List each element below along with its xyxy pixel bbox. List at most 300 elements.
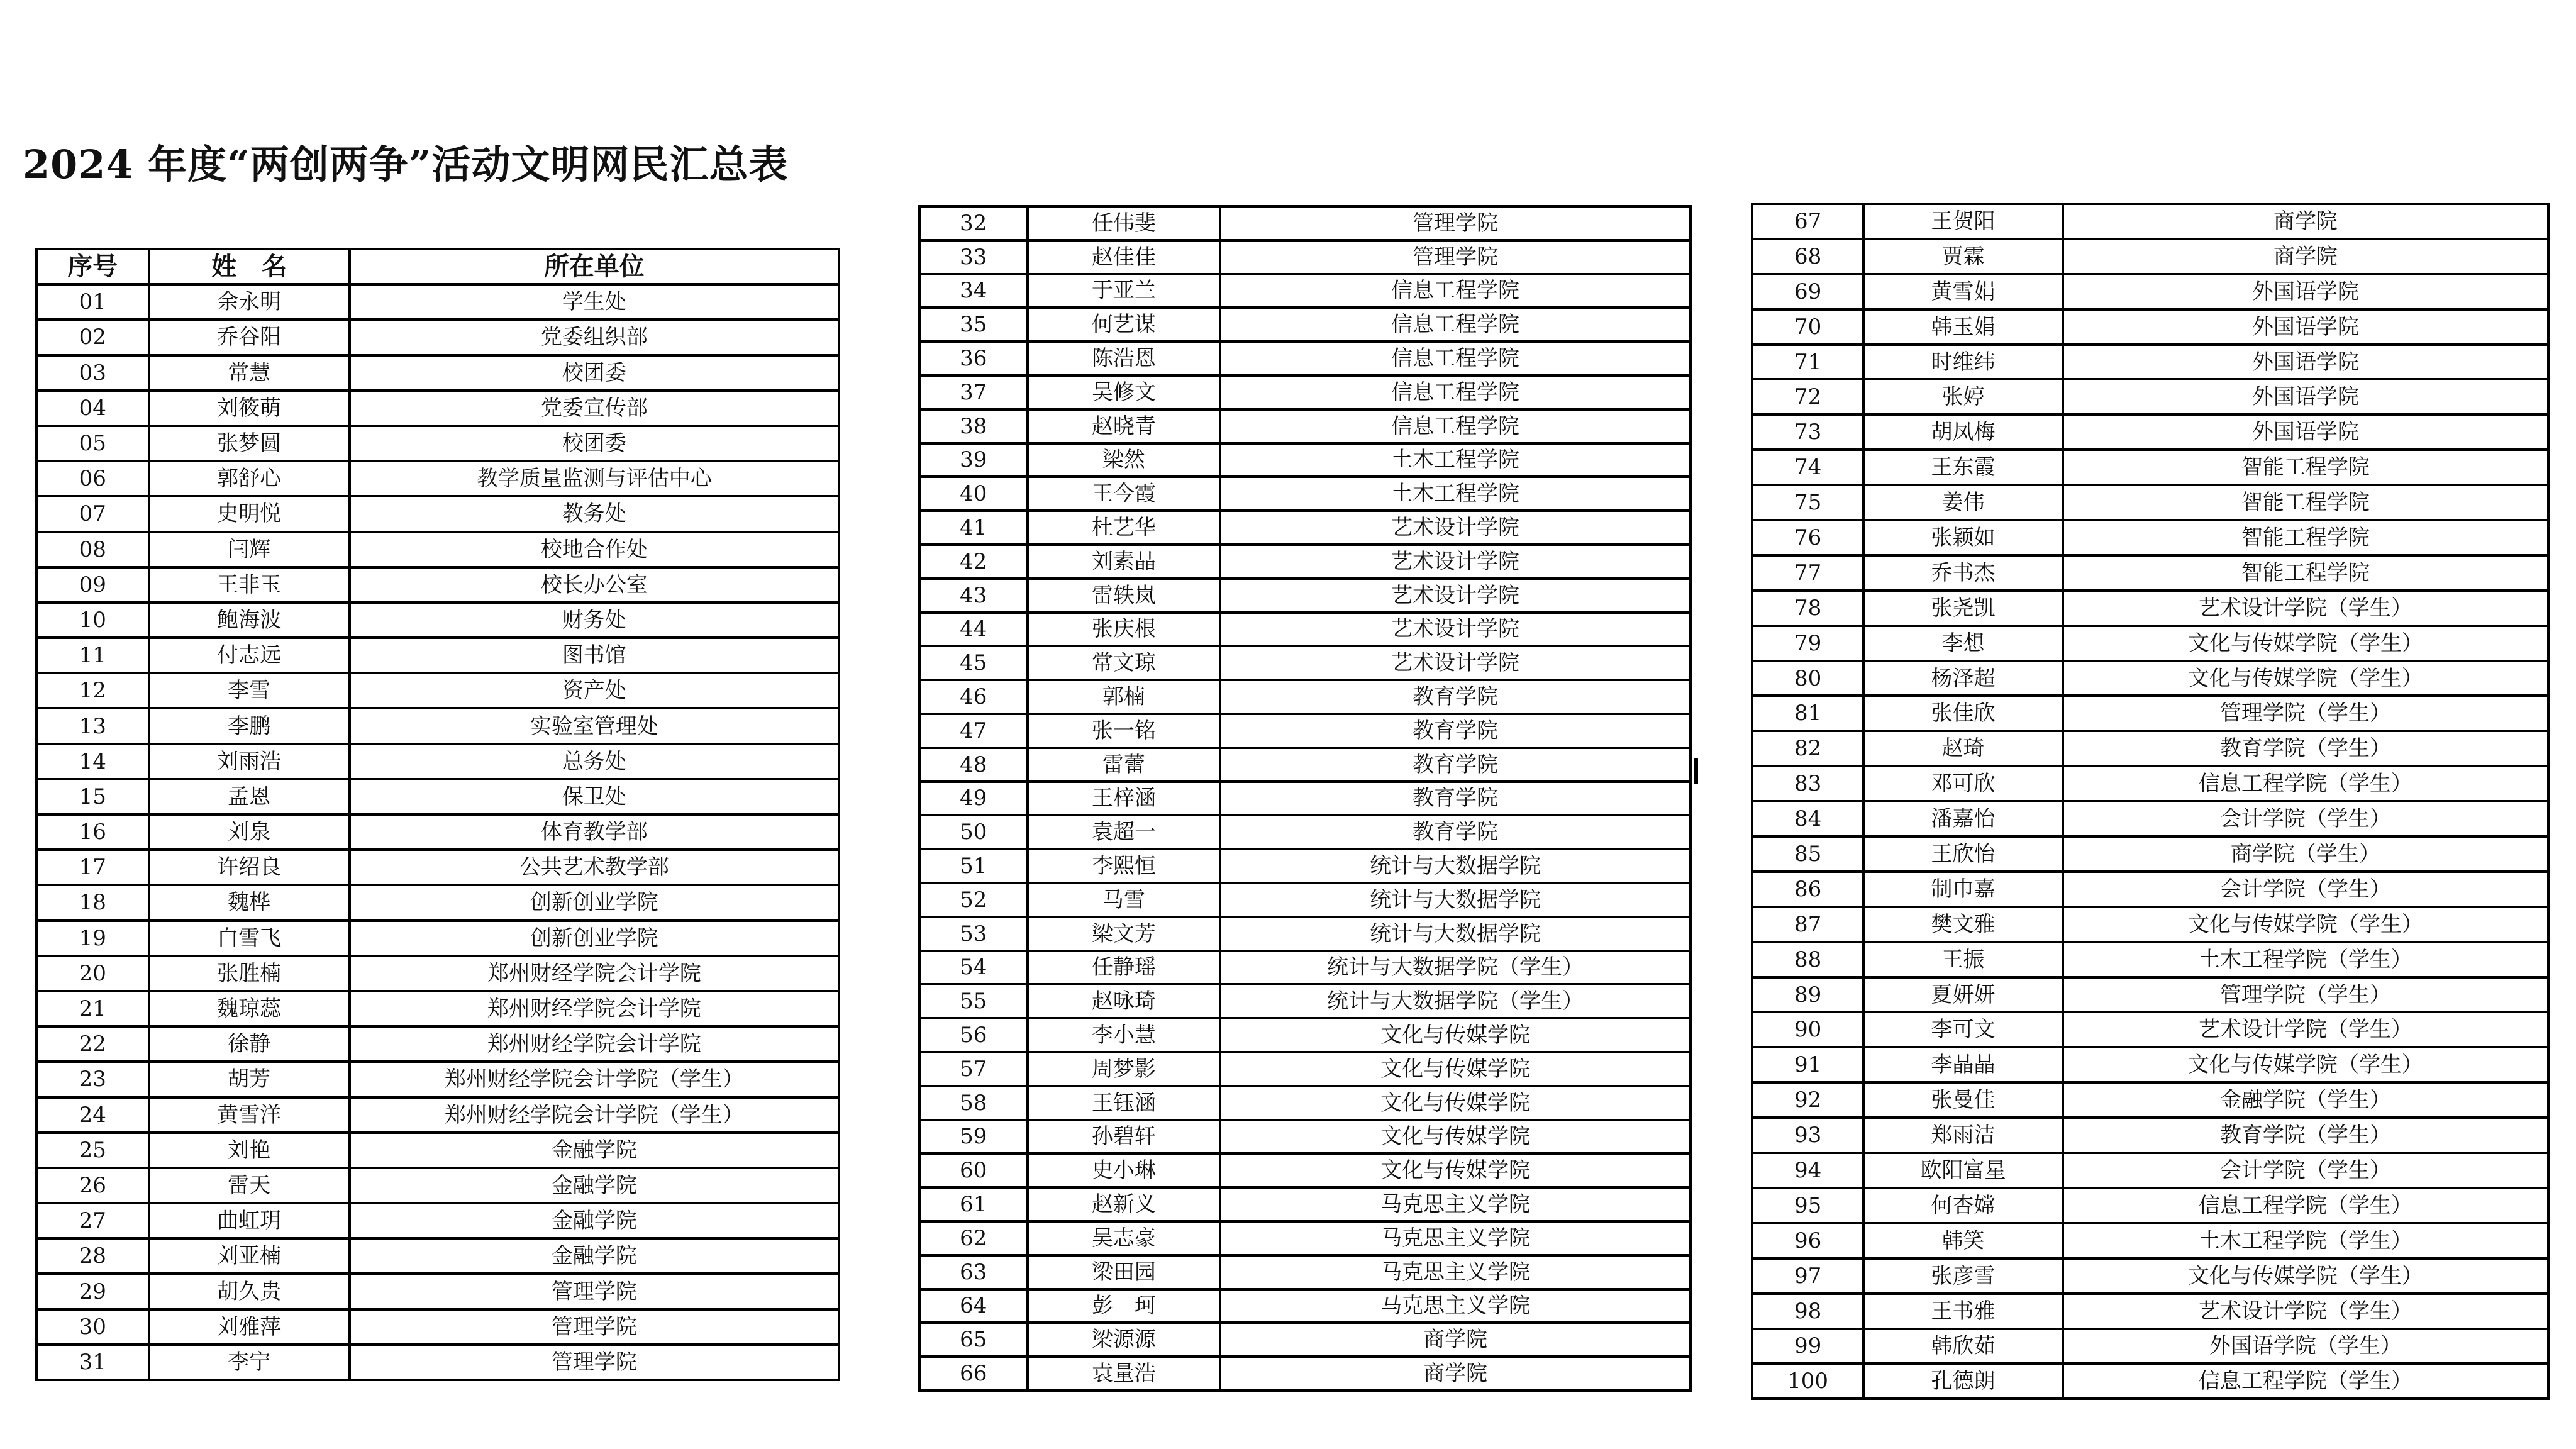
serial-number-cell: 68 <box>1752 239 1863 274</box>
name-cell: 夏妍妍 <box>1863 977 2063 1013</box>
name-cell: 李可文 <box>1863 1012 2063 1047</box>
unit-cell: 管理学院（学生） <box>2063 977 2548 1013</box>
unit-cell: 文化与传媒学院（学生） <box>2063 1258 2548 1294</box>
serial-number-cell: 47 <box>919 714 1028 748</box>
table-row <box>36 1203 839 1238</box>
table-row <box>1752 977 2548 1013</box>
name-cell: 孟恩 <box>149 779 350 814</box>
table-row <box>919 477 1690 511</box>
serial-number-cell: 34 <box>919 274 1028 308</box>
serial-number-cell: 51 <box>919 849 1028 883</box>
name-cell: 刘素晶 <box>1028 545 1221 579</box>
unit-cell: 文化与传媒学院 <box>1220 1052 1690 1086</box>
name-cell: 史小琳 <box>1028 1153 1221 1187</box>
table-row <box>1752 555 2548 591</box>
table-row <box>1752 1012 2548 1047</box>
unit-cell: 郑州财经学院会计学院（学生） <box>350 1062 839 1097</box>
table-row <box>919 1187 1690 1221</box>
serial-number-cell: 59 <box>919 1120 1028 1154</box>
serial-number-cell: 87 <box>1752 907 1863 942</box>
table-row <box>1752 1329 2548 1364</box>
name-cell: 雷蕾 <box>1028 748 1221 782</box>
name-cell: 何杏嫦 <box>1863 1188 2063 1223</box>
serial-number-cell: 83 <box>1752 766 1863 801</box>
unit-cell: 信息工程学院 <box>1220 274 1690 308</box>
serial-number-cell: 60 <box>919 1153 1028 1187</box>
name-cell: 马雪 <box>1028 883 1221 917</box>
header-name: 姓 名 <box>149 249 350 284</box>
page-edge-marker <box>1694 758 1698 784</box>
serial-number-cell: 44 <box>919 613 1028 647</box>
unit-cell: 艺术设计学院 <box>1220 613 1690 647</box>
name-cell: 刘筱萌 <box>149 391 350 426</box>
unit-cell: 党委宣传部 <box>350 391 839 426</box>
serial-number-cell: 98 <box>1752 1294 1863 1329</box>
table-row <box>919 308 1690 341</box>
name-cell: 梁然 <box>1028 443 1221 477</box>
name-cell: 刘雅萍 <box>149 1309 350 1345</box>
table-row <box>36 1133 839 1168</box>
table-row <box>36 673 839 708</box>
serial-number-cell: 84 <box>1752 801 1863 836</box>
table-row <box>919 409 1690 443</box>
serial-number-cell: 58 <box>919 1086 1028 1120</box>
serial-number-cell: 92 <box>1752 1082 1863 1118</box>
name-cell: 孙碧轩 <box>1028 1120 1221 1154</box>
table-row <box>36 921 839 956</box>
table-row <box>1752 661 2548 696</box>
table-row <box>919 274 1690 308</box>
name-cell: 刘艳 <box>149 1133 350 1168</box>
unit-cell: 商学院 <box>2063 204 2548 239</box>
unit-cell: 郑州财经学院会计学院 <box>350 991 839 1026</box>
unit-cell: 文化与传媒学院 <box>1220 1120 1690 1154</box>
serial-number-cell: 85 <box>1752 836 1863 872</box>
name-cell: 周梦影 <box>1028 1052 1221 1086</box>
table-row <box>1752 591 2548 626</box>
unit-cell: 财务处 <box>350 602 839 638</box>
serial-number-cell: 16 <box>36 814 149 850</box>
unit-cell: 会计学院（学生） <box>2063 872 2548 907</box>
serial-number-cell: 65 <box>919 1323 1028 1357</box>
roster-table-part-1 <box>35 248 840 1381</box>
serial-number-cell: 61 <box>919 1187 1028 1221</box>
unit-cell: 艺术设计学院（学生） <box>2063 591 2548 626</box>
table-row <box>1752 696 2548 731</box>
unit-cell: 校团委 <box>350 426 839 461</box>
table-row <box>36 1168 839 1203</box>
serial-number-cell: 75 <box>1752 485 1863 520</box>
serial-number-cell: 15 <box>36 779 149 814</box>
table-row <box>919 849 1690 883</box>
serial-number-cell: 39 <box>919 443 1028 477</box>
name-cell: 欧阳富星 <box>1863 1153 2063 1188</box>
serial-number-cell: 93 <box>1752 1118 1863 1153</box>
name-cell: 赵新义 <box>1028 1187 1221 1221</box>
table-row <box>36 708 839 743</box>
serial-number-cell: 35 <box>919 308 1028 341</box>
table-row <box>1752 1118 2548 1153</box>
serial-number-cell: 31 <box>36 1345 149 1380</box>
name-cell: 张尧凯 <box>1863 591 2063 626</box>
serial-number-cell: 28 <box>36 1238 149 1274</box>
serial-number-cell: 33 <box>919 240 1028 274</box>
serial-number-cell: 81 <box>1752 696 1863 731</box>
table-row <box>36 1274 839 1309</box>
name-cell: 王钰涵 <box>1028 1086 1221 1120</box>
serial-number-cell: 23 <box>36 1062 149 1097</box>
serial-number-cell: 63 <box>919 1255 1028 1289</box>
unit-cell: 党委组织部 <box>350 319 839 355</box>
unit-cell: 文化与传媒学院（学生） <box>2063 907 2548 942</box>
table-row <box>1752 1153 2548 1188</box>
name-cell: 张颖如 <box>1863 520 2063 555</box>
serial-number-cell: 03 <box>36 355 149 391</box>
name-cell: 梁田园 <box>1028 1255 1221 1289</box>
name-cell: 郭楠 <box>1028 680 1221 714</box>
unit-cell: 金融学院 <box>350 1168 839 1203</box>
name-cell: 郭舒心 <box>149 461 350 496</box>
name-cell: 李想 <box>1863 626 2063 661</box>
unit-cell: 实验室管理处 <box>350 708 839 743</box>
name-cell: 陈浩恩 <box>1028 341 1221 375</box>
unit-cell: 马克思主义学院 <box>1220 1187 1690 1221</box>
serial-number-cell: 07 <box>36 496 149 531</box>
name-cell: 赵晓青 <box>1028 409 1221 443</box>
serial-number-cell: 66 <box>919 1357 1028 1391</box>
unit-cell: 外国语学院 <box>2063 379 2548 414</box>
name-cell: 张一铭 <box>1028 714 1221 748</box>
name-cell: 孔德朗 <box>1863 1363 2063 1399</box>
name-cell: 韩欣茹 <box>1863 1329 2063 1364</box>
table-row <box>919 1221 1690 1255</box>
name-cell: 魏桦 <box>149 885 350 920</box>
name-cell: 王欣怡 <box>1863 836 2063 872</box>
serial-number-cell: 62 <box>919 1221 1028 1255</box>
table-row <box>36 1345 839 1380</box>
serial-number-cell: 53 <box>919 917 1028 951</box>
name-cell: 梁源源 <box>1028 1323 1221 1357</box>
unit-cell: 创新创业学院 <box>350 885 839 920</box>
serial-number-cell: 40 <box>919 477 1028 511</box>
table-row <box>1752 836 2548 872</box>
table-row <box>36 461 839 496</box>
unit-cell: 教育学院 <box>1220 748 1690 782</box>
name-cell: 徐静 <box>149 1026 350 1062</box>
serial-number-cell: 20 <box>36 956 149 991</box>
name-cell: 雷轶岚 <box>1028 579 1221 613</box>
table-row <box>919 341 1690 375</box>
table-row <box>919 240 1690 274</box>
unit-cell: 商学院 <box>1220 1323 1690 1357</box>
unit-cell: 会计学院（学生） <box>2063 801 2548 836</box>
name-cell: 胡久贵 <box>149 1274 350 1309</box>
unit-cell: 公共艺术教学部 <box>350 850 839 885</box>
table-row <box>919 545 1690 579</box>
unit-cell: 文化与传媒学院 <box>1220 1018 1690 1052</box>
table-row <box>1752 520 2548 555</box>
name-cell: 李雪 <box>149 673 350 708</box>
name-cell: 赵琦 <box>1863 731 2063 766</box>
table-row <box>1752 626 2548 661</box>
header-serial-number: 序号 <box>36 249 149 284</box>
table-row <box>36 1309 839 1345</box>
name-cell: 张曼佳 <box>1863 1082 2063 1118</box>
table-row <box>919 714 1690 748</box>
unit-cell: 教学质量监测与评估中心 <box>350 461 839 496</box>
serial-number-cell: 56 <box>919 1018 1028 1052</box>
table-row <box>919 1120 1690 1154</box>
unit-cell: 金融学院 <box>350 1133 839 1168</box>
table-row <box>36 355 839 391</box>
table-row <box>919 951 1690 985</box>
name-cell: 李晶晶 <box>1863 1047 2063 1082</box>
serial-number-cell: 86 <box>1752 872 1863 907</box>
name-cell: 王梓涵 <box>1028 782 1221 816</box>
unit-cell: 信息工程学院 <box>1220 308 1690 341</box>
serial-number-cell: 38 <box>919 409 1028 443</box>
serial-number-cell: 04 <box>36 391 149 426</box>
table-row <box>1752 414 2548 450</box>
unit-cell: 校地合作处 <box>350 532 839 567</box>
table-row <box>1752 801 2548 836</box>
unit-cell: 教育学院（学生） <box>2063 1118 2548 1153</box>
serial-number-cell: 50 <box>919 815 1028 849</box>
serial-number-cell: 99 <box>1752 1329 1863 1364</box>
unit-cell: 金融学院（学生） <box>2063 1082 2548 1118</box>
table-row <box>36 991 839 1026</box>
table-row <box>1752 485 2548 520</box>
unit-cell: 郑州财经学院会计学院（学生） <box>350 1097 839 1133</box>
unit-cell: 统计与大数据学院 <box>1220 883 1690 917</box>
unit-cell: 外国语学院 <box>2063 345 2548 380</box>
serial-number-cell: 57 <box>919 1052 1028 1086</box>
name-cell: 张胜楠 <box>149 956 350 991</box>
name-cell: 李熙恒 <box>1028 849 1221 883</box>
serial-number-cell: 42 <box>919 545 1028 579</box>
unit-cell: 资产处 <box>350 673 839 708</box>
serial-number-cell: 25 <box>36 1133 149 1168</box>
unit-cell: 文化与传媒学院（学生） <box>2063 626 2548 661</box>
table-header-row <box>36 249 839 284</box>
serial-number-cell: 49 <box>919 782 1028 816</box>
name-cell: 于亚兰 <box>1028 274 1221 308</box>
name-cell: 彭 珂 <box>1028 1289 1221 1323</box>
unit-cell: 艺术设计学院 <box>1220 579 1690 613</box>
serial-number-cell: 41 <box>919 511 1028 545</box>
serial-number-cell: 10 <box>36 602 149 638</box>
table-row <box>919 782 1690 816</box>
table-row <box>919 1289 1690 1323</box>
table-row <box>36 602 839 638</box>
unit-cell: 艺术设计学院 <box>1220 646 1690 680</box>
table-row <box>1752 1188 2548 1223</box>
unit-cell: 统计与大数据学院 <box>1220 849 1690 883</box>
serial-number-cell: 24 <box>36 1097 149 1133</box>
unit-cell: 管理学院 <box>350 1309 839 1345</box>
name-cell: 何艺谋 <box>1028 308 1221 341</box>
unit-cell: 统计与大数据学院 <box>1220 917 1690 951</box>
serial-number-cell: 19 <box>36 921 149 956</box>
unit-cell: 智能工程学院 <box>2063 520 2548 555</box>
name-cell: 邓可欣 <box>1863 766 2063 801</box>
serial-number-cell: 22 <box>36 1026 149 1062</box>
unit-cell: 郑州财经学院会计学院 <box>350 1026 839 1062</box>
serial-number-cell: 26 <box>36 1168 149 1203</box>
table-row <box>36 284 839 319</box>
serial-number-cell: 69 <box>1752 274 1863 309</box>
table-row <box>919 613 1690 647</box>
roster-table-part-3 <box>1751 203 2550 1400</box>
name-cell: 史明悦 <box>149 496 350 531</box>
unit-cell: 管理学院 <box>1220 240 1690 274</box>
serial-number-cell: 08 <box>36 532 149 567</box>
unit-cell: 智能工程学院 <box>2063 485 2548 520</box>
unit-cell: 外国语学院（学生） <box>2063 1329 2548 1364</box>
unit-cell: 管理学院（学生） <box>2063 696 2548 731</box>
table-row <box>36 567 839 602</box>
table-row <box>1752 907 2548 942</box>
unit-cell: 智能工程学院 <box>2063 450 2548 485</box>
serial-number-cell: 54 <box>919 951 1028 985</box>
name-cell: 袁超一 <box>1028 815 1221 849</box>
roster-table-part-2 <box>918 205 1692 1392</box>
unit-cell: 外国语学院 <box>2063 309 2548 345</box>
serial-number-cell: 48 <box>919 748 1028 782</box>
unit-cell: 商学院 <box>1220 1357 1690 1391</box>
serial-number-cell: 70 <box>1752 309 1863 345</box>
table-row <box>919 748 1690 782</box>
serial-number-cell: 21 <box>36 991 149 1026</box>
name-cell: 制巾嘉 <box>1863 872 2063 907</box>
unit-cell: 商学院 <box>2063 239 2548 274</box>
table-row <box>36 496 839 531</box>
serial-number-cell: 82 <box>1752 731 1863 766</box>
unit-cell: 信息工程学院 <box>1220 375 1690 409</box>
name-cell: 吴志豪 <box>1028 1221 1221 1255</box>
serial-number-cell: 90 <box>1752 1012 1863 1047</box>
serial-number-cell: 36 <box>919 341 1028 375</box>
name-cell: 任静瑶 <box>1028 951 1221 985</box>
unit-cell: 管理学院 <box>1220 206 1690 240</box>
name-cell: 王今霞 <box>1028 477 1221 511</box>
unit-cell: 教育学院 <box>1220 680 1690 714</box>
name-cell: 梁文芳 <box>1028 917 1221 951</box>
unit-cell: 土木工程学院 <box>1220 443 1690 477</box>
unit-cell: 艺术设计学院（学生） <box>2063 1012 2548 1047</box>
name-cell: 时维纬 <box>1863 345 2063 380</box>
unit-cell: 创新创业学院 <box>350 921 839 956</box>
table-row <box>1752 239 2548 274</box>
unit-cell: 教育学院 <box>1220 714 1690 748</box>
table-row <box>1752 1047 2548 1082</box>
serial-number-cell: 89 <box>1752 977 1863 1013</box>
name-cell: 余永明 <box>149 284 350 319</box>
unit-cell: 信息工程学院（学生） <box>2063 1188 2548 1223</box>
serial-number-cell: 96 <box>1752 1223 1863 1258</box>
unit-cell: 体育教学部 <box>350 814 839 850</box>
serial-number-cell: 64 <box>919 1289 1028 1323</box>
name-cell: 付志远 <box>149 638 350 673</box>
name-cell: 王书雅 <box>1863 1294 2063 1329</box>
name-cell: 赵佳佳 <box>1028 240 1221 274</box>
unit-cell: 金融学院 <box>350 1203 839 1238</box>
name-cell: 曲虹玥 <box>149 1203 350 1238</box>
table-row <box>36 779 839 814</box>
table-row <box>919 883 1690 917</box>
name-cell: 杨泽超 <box>1863 661 2063 696</box>
serial-number-cell: 02 <box>36 319 149 355</box>
name-cell: 杜艺华 <box>1028 511 1221 545</box>
table-row <box>919 443 1690 477</box>
name-cell: 黄雪娟 <box>1863 274 2063 309</box>
serial-number-cell: 97 <box>1752 1258 1863 1294</box>
table-row <box>36 814 839 850</box>
serial-number-cell: 80 <box>1752 661 1863 696</box>
table-row <box>36 426 839 461</box>
unit-cell: 图书馆 <box>350 638 839 673</box>
unit-cell: 马克思主义学院 <box>1220 1255 1690 1289</box>
serial-number-cell: 46 <box>919 680 1028 714</box>
serial-number-cell: 100 <box>1752 1363 1863 1399</box>
table-row <box>36 319 839 355</box>
serial-number-cell: 91 <box>1752 1047 1863 1082</box>
name-cell: 刘亚楠 <box>149 1238 350 1274</box>
unit-cell: 管理学院 <box>350 1274 839 1309</box>
unit-cell: 信息工程学院（学生） <box>2063 1363 2548 1399</box>
name-cell: 袁量浩 <box>1028 1357 1221 1391</box>
page-title: 2024 年度“两创两争”活动文明网民汇总表 <box>23 142 789 187</box>
name-cell: 吴修文 <box>1028 375 1221 409</box>
serial-number-cell: 95 <box>1752 1188 1863 1223</box>
name-cell: 王振 <box>1863 942 2063 977</box>
name-cell: 白雪飞 <box>149 921 350 956</box>
name-cell: 王贺阳 <box>1863 204 2063 239</box>
serial-number-cell: 71 <box>1752 345 1863 380</box>
table-row <box>36 1026 839 1062</box>
table-row <box>919 511 1690 545</box>
name-cell: 韩玉娟 <box>1863 309 2063 345</box>
unit-cell: 土木工程学院（学生） <box>2063 942 2548 977</box>
name-cell: 王非玉 <box>149 567 350 602</box>
serial-number-cell: 12 <box>36 673 149 708</box>
name-cell: 赵咏琦 <box>1028 984 1221 1018</box>
unit-cell: 总务处 <box>350 744 839 779</box>
name-cell: 雷天 <box>149 1168 350 1203</box>
name-cell: 鲍海波 <box>149 602 350 638</box>
unit-cell: 文化与传媒学院 <box>1220 1153 1690 1187</box>
unit-cell: 郑州财经学院会计学院 <box>350 956 839 991</box>
table-row <box>1752 1223 2548 1258</box>
table-row <box>919 1323 1690 1357</box>
unit-cell: 保卫处 <box>350 779 839 814</box>
table-row <box>36 1097 839 1133</box>
table-row <box>919 815 1690 849</box>
unit-cell: 校团委 <box>350 355 839 391</box>
name-cell: 潘嘉怡 <box>1863 801 2063 836</box>
serial-number-cell: 74 <box>1752 450 1863 485</box>
serial-number-cell: 52 <box>919 883 1028 917</box>
name-cell: 樊文雅 <box>1863 907 2063 942</box>
serial-number-cell: 14 <box>36 744 149 779</box>
unit-cell: 学生处 <box>350 284 839 319</box>
unit-cell: 文化与传媒学院（学生） <box>2063 661 2548 696</box>
name-cell: 黄雪洋 <box>149 1097 350 1133</box>
serial-number-cell: 13 <box>36 708 149 743</box>
unit-cell: 文化与传媒学院（学生） <box>2063 1047 2548 1082</box>
serial-number-cell: 27 <box>36 1203 149 1238</box>
table-row <box>919 646 1690 680</box>
